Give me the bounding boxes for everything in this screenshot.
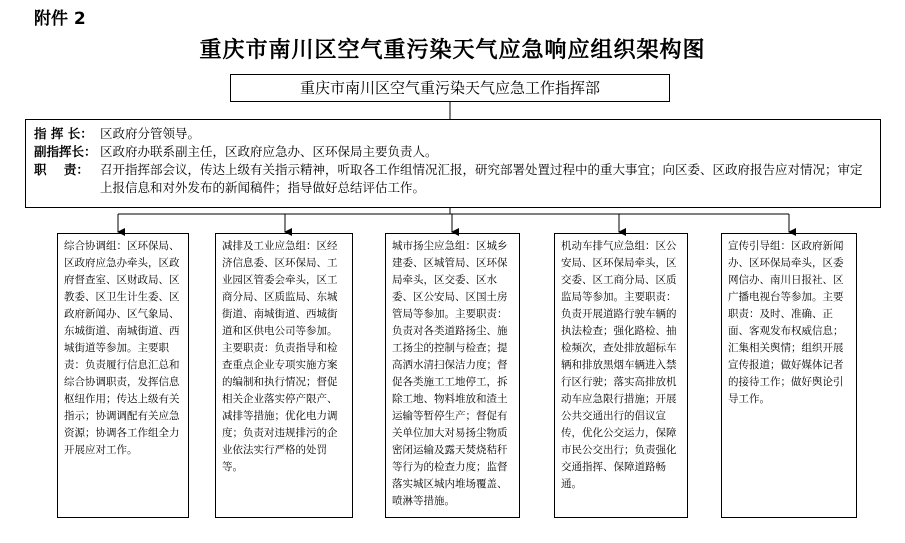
duties-label: 职 责： — [34, 162, 89, 177]
headquarters-box: 重庆市南川区空气重污染天气应急工作指挥部 — [230, 74, 670, 102]
group-box-vehicle-emission: 机动车排气应急组：区公安局、区环保局牵头，区交委、区工商分局、区质监局等参加。主要职责：负责开展道路行驶车辆的执法检查；强化路检、抽检频次，查处排放超标车辆和排放黑烟车辆进入禁行区行驶；落实高排放机动车应急限行措施；开展公共交通出行的倡议宣传，优化公交运力，保障市民公交出行；负责强化交通指挥、保障道路畅通。 — [554, 233, 688, 518]
page-title: 重庆市南川区空气重污染天气应急响应组织架构图 — [199, 38, 706, 63]
deputy-commander-text: 区政府办联系副主任，区政府应急办、区环保局主要负责人。 — [100, 144, 438, 159]
commander-text: 区政府分管领导。 — [100, 126, 201, 141]
group-box-comprehensive-coordination: 综合协调组：区环保局、区政府应急办牵头，区政府督查室、区财政局、区教委、区卫生计生委、区政府新闻办、区气象局、东城街道、南城街道、西城街道等参加。主要职责：负责履行信息汇总和综合协调职责，发挥信息枢纽作用；传达上级有关指示；协调调配有关应急资源；协调各工作组全力开展应对工作。 — [57, 233, 189, 518]
attachment-label: 附件 2 — [34, 9, 86, 29]
commander-row — [34, 125, 872, 143]
group-box-publicity-guidance: 宣传引导组：区政府新闻办、区环保局牵头，区委网信办、南川日报社、区广播电视台等参加。主要职责：及时、准确、正面、客观发布权威信息；汇集相关舆情；组织开展宣传报道；做好媒体记者的接待工作；做好舆论引导工作。 — [721, 233, 857, 518]
duties-row — [34, 161, 872, 197]
leadership-box — [25, 119, 881, 208]
duties-text: 召开指挥部会议，传达上级有关指示精神，听取各工作组情况汇报，研究部署处置过程中的重大事宜；向区委、区政府报告应对情况；审定上报信息和对外发布的新闻稿件；指导做好总结评估工作。 — [100, 162, 863, 195]
group-box-emission-reduction: 减排及工业应急组：区经济信息委、区环保局、工业园区管委会牵头，区工商分局、区质监局、东城街道、南城街道、西城街道和区供电公司等参加。主要职责：负责指导和检查重点企业专项实施方案的编制和执行情况；督促相关企业落实停产限产、减排等措施；优化电力调度；负责对违规排污的企业依法实行严格的处罚等。 — [215, 233, 353, 518]
group-box-city-dust: 城市扬尘应急组：区城乡建委、区城管局、区环保局牵头，区交委、区水委、区公安局、区国土房管局等参加。主要职责：负责对各类道路扬尘、施工扬尘的控制与检查；提高洒水清扫保洁力度；督促各类施工工地停工，拆除工地、物料堆放和渣土运输等暂停生产；督促有关单位加大对易扬尘物质密闭运输及露天焚烧秸秆等行为的检查力度；监督落实城区城内堆场覆盖、喷淋等措施。 — [385, 233, 520, 518]
deputy-commander-row — [34, 143, 872, 161]
commander-label: 指 挥 长： — [34, 126, 93, 141]
deputy-commander-label: 副指挥长： — [34, 144, 97, 159]
